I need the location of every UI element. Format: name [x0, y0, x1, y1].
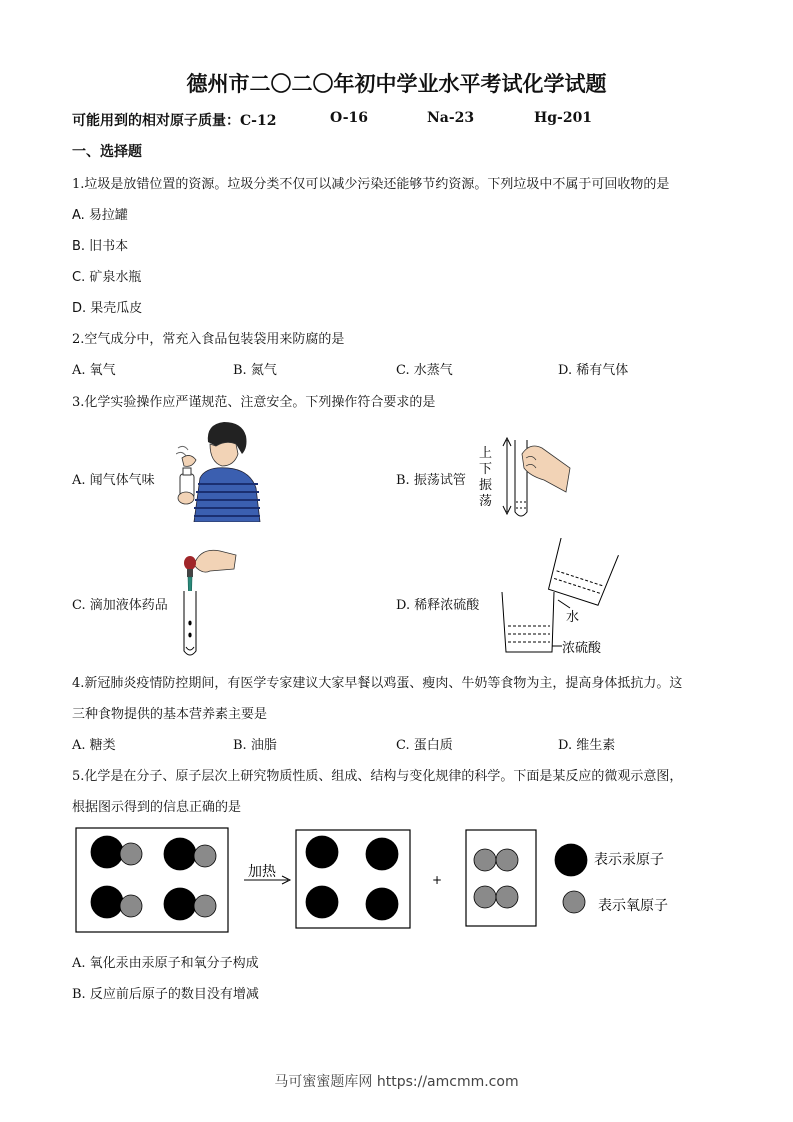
- q1-option-d[interactable]: D. 果壳瓜皮: [72, 301, 143, 316]
- section-heading: 一、选择题: [72, 144, 142, 160]
- q4-option-b[interactable]: B. 油脂: [233, 738, 277, 753]
- product-o2-box: [466, 830, 536, 926]
- shake-tube-figure: [474, 432, 574, 522]
- q2-option-b[interactable]: B. 氮气: [233, 363, 277, 378]
- atomic-mass-label: 可能用到的相对原子质量：C-12: [72, 113, 277, 129]
- legend-o-label: 表示氧原子: [598, 898, 668, 914]
- question-4-stem-line-1: 4.新冠肺炎疫情防控期间，有医学专家建议大家早餐以鸡蛋、瘦肉、牛奶等食物为主，提高身体抵抗力。这: [72, 676, 683, 691]
- plus-sign: +: [432, 873, 443, 887]
- q3-option-a[interactable]: A. 闻气体气味: [72, 473, 155, 488]
- q4-option-c[interactable]: C. 蛋白质: [396, 738, 453, 753]
- reaction-diagram: [74, 822, 694, 936]
- label-down: 下: [479, 462, 493, 477]
- question-5-stem-line-2: 根据图示得到的信息正确的是: [72, 800, 242, 815]
- label-water: 水: [566, 610, 580, 625]
- label-dang: 荡: [479, 494, 493, 509]
- q3-option-c[interactable]: C. 滴加液体药品: [72, 598, 168, 613]
- q2-option-d[interactable]: D. 稀有气体: [558, 363, 629, 378]
- question-5-stem-line-1: 5.化学是在分子、原子层次上研究物质性质、组成、结构与变化规律的科学。下面是某反应的微观示意图，: [72, 769, 683, 784]
- q5-option-a[interactable]: A. 氧化汞由汞原子和氧分子构成: [72, 956, 259, 971]
- atomic-mass-line: [72, 110, 672, 130]
- atomic-mass-o: O-16: [330, 110, 369, 126]
- label-zhen: 振: [479, 478, 493, 493]
- q1-option-a[interactable]: A. 易拉罐: [72, 208, 128, 223]
- q3-option-d[interactable]: D. 稀释浓硫酸: [396, 598, 480, 613]
- q4-option-d[interactable]: D. 维生素: [558, 738, 616, 753]
- legend-o-circle: [563, 891, 585, 913]
- q1-option-c[interactable]: C. 矿泉水瓶: [72, 270, 142, 285]
- label-acid: 浓硫酸: [562, 641, 602, 656]
- page-title: 德州市二〇二〇年初中学业水平考试化学试题: [186, 71, 607, 96]
- q2-option-c[interactable]: C. 水蒸气: [396, 363, 453, 378]
- question-2-stem: 2.空气成分中，常充入食品包装袋用来防腐的是: [72, 332, 345, 347]
- smell-gas-figure: [176, 418, 264, 522]
- legend-hg-label: 表示汞原子: [594, 852, 664, 868]
- question-4-stem-line-2: 三种食物提供的基本营养素主要是: [72, 707, 268, 722]
- heat-label: 加热: [248, 864, 276, 880]
- q3-option-b[interactable]: B. 振荡试管: [396, 473, 466, 488]
- footer-watermark: 马可蜜蜜题库网 https://amcmm.com: [274, 1074, 519, 1090]
- question-3-stem: 3.化学实验操作应严谨规范、注意安全。下列操作符合要求的是: [72, 395, 436, 410]
- q2-option-a[interactable]: A. 氧气: [72, 363, 116, 378]
- dilute-acid-figure: [500, 538, 620, 660]
- legend-hg-circle: [555, 844, 587, 876]
- dropper-figure: [176, 543, 238, 659]
- q1-option-b[interactable]: B. 旧书本: [72, 239, 129, 254]
- q4-option-a[interactable]: A. 糖类: [72, 738, 116, 753]
- question-1-stem: 1.垃圾是放错位置的资源。垃圾分类不仅可以减少污染还能够节约资源。下列垃圾中不属于可回收物的是: [72, 177, 670, 192]
- q5-option-b[interactable]: B. 反应前后原子的数目没有增减: [72, 987, 259, 1002]
- atomic-mass-na: Na-23: [427, 110, 475, 126]
- label-up: 上: [479, 446, 493, 461]
- atomic-mass-hg: Hg-201: [534, 110, 593, 126]
